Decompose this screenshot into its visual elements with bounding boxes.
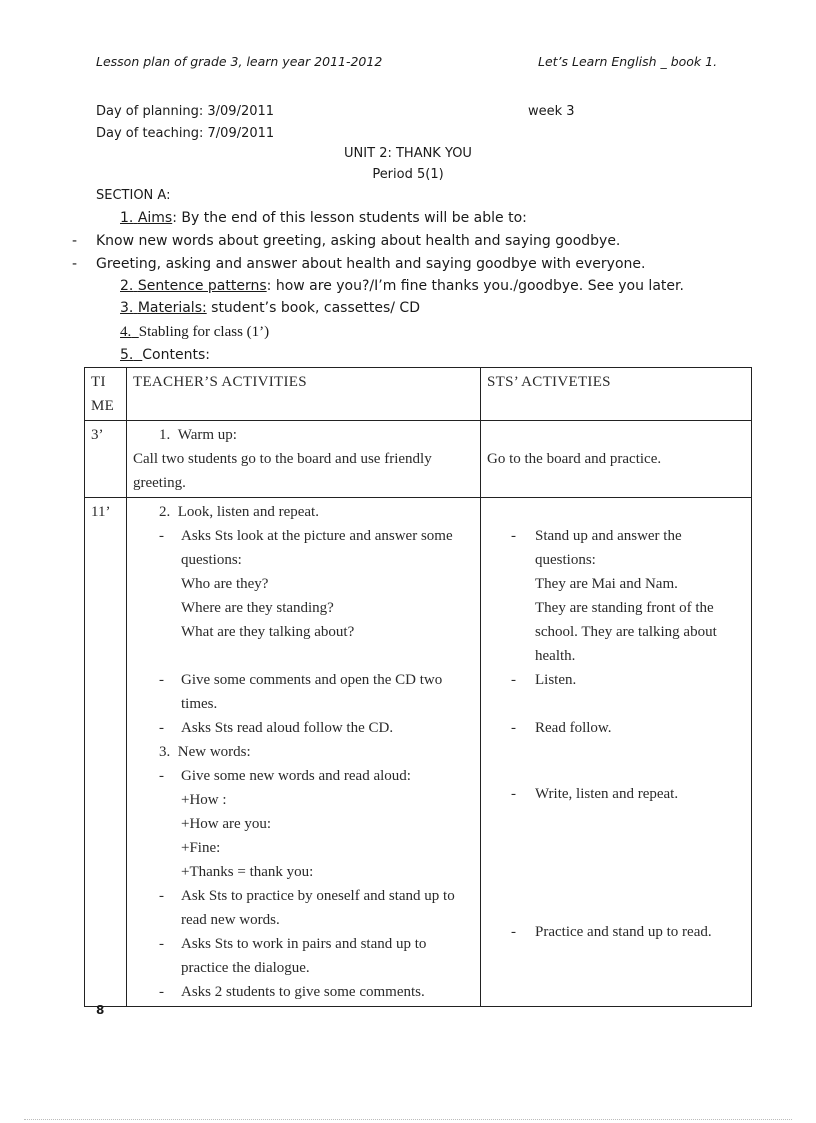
- new-word: +How are you:: [181, 816, 272, 832]
- row1-students: [481, 421, 752, 498]
- teacher-item: - Give some new words and read aloud:: [159, 768, 411, 784]
- patterns-label: Sentence patterns: [137, 278, 267, 294]
- day-of-planning: Day of planning: 3/09/2011: [96, 104, 275, 119]
- patterns-line: [120, 278, 684, 294]
- row2-time: 11’: [85, 498, 127, 1007]
- header-right: Let’s Learn English _ book 1.: [538, 54, 718, 69]
- contents-text: Contents:: [142, 347, 210, 363]
- look-listen-heading: 2. Look, listen and repeat.: [159, 504, 319, 520]
- aims-line: [120, 210, 527, 226]
- table-row: [85, 421, 752, 498]
- aims-label: Aims: [137, 210, 173, 226]
- stabling-number: 4.: [120, 324, 132, 340]
- header-teacher: TEACHER’S ACTIVITIES: [127, 368, 481, 421]
- row1-teacher: [127, 421, 481, 498]
- warmup-text: Call two students go to the board and use friendly greeting.: [133, 451, 432, 491]
- student-item: - Practice and stand up to read.: [511, 924, 712, 940]
- stabling-text: Stabling for class (1’): [138, 324, 270, 340]
- aims-text: : By the end of this lesson students will be able to:: [172, 210, 527, 226]
- teacher-item: - Asks Sts to work in pairs and stand up to practice the dialogue.: [159, 936, 427, 976]
- row2-teacher: [127, 498, 481, 1007]
- contents-line: [120, 347, 210, 363]
- materials-line: [120, 300, 420, 316]
- aims-number: 1.: [120, 210, 134, 226]
- page-number: 8: [96, 1003, 105, 1017]
- materials-number: 3.: [120, 300, 134, 316]
- table-row: [85, 498, 752, 1007]
- stabling-line: [120, 324, 269, 341]
- contents-number: 5.: [120, 347, 134, 363]
- student-item: - Listen.: [511, 672, 577, 688]
- period-title: Period 5(1): [372, 167, 444, 182]
- contents-table: [84, 367, 752, 1007]
- patterns-text: : how are you?/I’m fine thanks you./goodbye. See you later.: [266, 278, 684, 294]
- header-left: Lesson plan of grade 3, learn year 2011-2012: [96, 54, 383, 69]
- warmup-students-text: Go to the board and practice.: [487, 451, 662, 467]
- answer-2: They are standing front of the school. They are talking about health.: [535, 600, 717, 664]
- teacher-item: - Ask Sts to practice by oneself and stand up to read new words.: [159, 888, 455, 928]
- new-word: +Thanks = thank you:: [181, 864, 314, 880]
- header-students: STS’ ACTIVETIES: [481, 368, 752, 421]
- teacher-item: - Asks 2 students to give some comments.: [159, 984, 425, 1000]
- section-label: SECTION A:: [96, 188, 171, 203]
- question-1: Who are they?: [181, 576, 269, 592]
- question-2: Where are they standing?: [181, 600, 334, 616]
- unit-title: UNIT 2: THANK YOU: [344, 146, 472, 161]
- row1-time: 3’: [85, 421, 127, 498]
- bullet-dash: -: [72, 233, 78, 249]
- bullet-dash: -: [72, 256, 78, 272]
- new-word: +How :: [181, 792, 227, 808]
- answer-1: They are Mai and Nam.: [535, 576, 678, 592]
- teacher-item: - Asks Sts read aloud follow the CD.: [159, 720, 394, 736]
- patterns-number: 2.: [120, 278, 134, 294]
- table-header-row: [85, 368, 752, 421]
- student-item: - Read follow.: [511, 720, 612, 736]
- materials-label: Materials:: [137, 300, 207, 316]
- student-item: - Write, listen and repeat.: [511, 786, 679, 802]
- header-time: TI ME: [85, 368, 127, 421]
- new-words-heading: 3. New words:: [159, 744, 251, 760]
- page-bottom-divider: [24, 1119, 792, 1120]
- week-label: week 3: [528, 104, 575, 119]
- row2-students: [481, 498, 752, 1007]
- day-of-teaching: Day of teaching: 7/09/2011: [96, 126, 275, 141]
- new-word: +Fine:: [181, 840, 221, 856]
- student-item: - Stand up and answer the questions:: [511, 528, 682, 568]
- teacher-item: - Give some comments and open the CD two times.: [159, 672, 443, 712]
- warmup-heading: 1. Warm up:: [159, 427, 237, 443]
- materials-text: student’s book, cassettes/ CD: [206, 300, 420, 316]
- teacher-item: - Asks Sts look at the picture and answer some questions:: [159, 528, 453, 568]
- question-3: What are they talking about?: [181, 624, 355, 640]
